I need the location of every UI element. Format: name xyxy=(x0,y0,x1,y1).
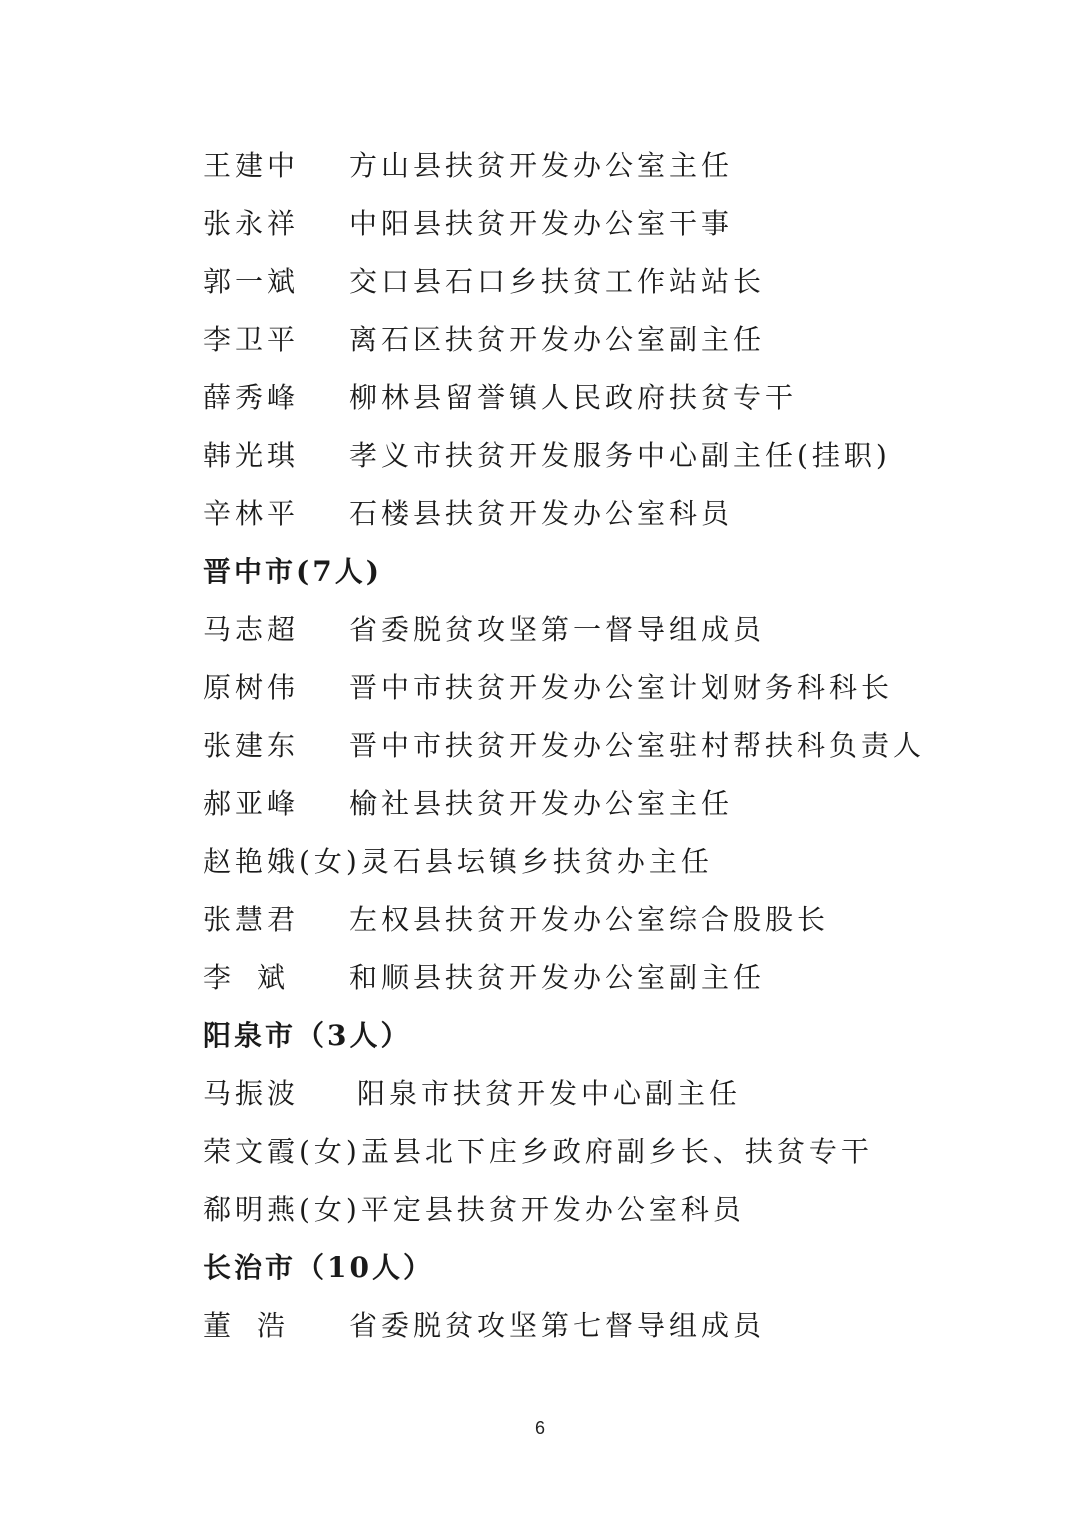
person-post: 左权县扶贫开发办公室综合股股长 xyxy=(349,903,830,936)
person-post: 方山县扶贫开发办公室主任 xyxy=(349,149,734,182)
person-post: 榆社县扶贫开发办公室主任 xyxy=(349,787,734,820)
person-post: 平定县扶贫开发办公室科员 xyxy=(360,1193,745,1226)
person-name: 郝亚峰 xyxy=(203,787,300,820)
person-row xyxy=(203,1123,943,1181)
person-row xyxy=(203,1297,943,1355)
person-name: 郗明燕(女) xyxy=(203,1193,361,1226)
person-row xyxy=(203,253,943,311)
person-name: 荣文霞(女) xyxy=(203,1135,361,1168)
person-row xyxy=(203,659,943,717)
page-number: 6 xyxy=(534,1418,545,1438)
person-name: 原树伟 xyxy=(203,671,300,704)
person-name: 薛秀峰 xyxy=(203,381,300,414)
person-post: 中阳县扶贫开发办公室干事 xyxy=(349,207,734,240)
person-post: 孝义市扶贫开发服务中心副主任(挂职) xyxy=(349,439,891,472)
person-name: 马志超 xyxy=(203,613,300,646)
person-name: 王建中 xyxy=(203,149,300,182)
person-row xyxy=(203,137,943,195)
person-name: 张慧君 xyxy=(203,903,300,936)
person-post: 省委脱贫攻坚第七督导组成员 xyxy=(349,1309,766,1342)
person-name: 郭一斌 xyxy=(203,265,300,298)
person-post: 灵石县坛镇乡扶贫办主任 xyxy=(360,845,713,878)
person-row xyxy=(203,949,943,1007)
person-post: 交口县石口乡扶贫工作站站长 xyxy=(349,265,766,298)
person-row xyxy=(203,195,943,253)
region-heading: 阳泉市（3人） xyxy=(203,1019,412,1052)
person-post: 晋中市扶贫开发办公室驻村帮扶科负责人 xyxy=(349,729,926,762)
person-name: 董浩 xyxy=(203,1309,312,1342)
person-row xyxy=(203,369,943,427)
person-row xyxy=(203,891,943,949)
person-row xyxy=(203,485,943,543)
person-name: 张永祥 xyxy=(203,207,300,240)
person-name: 马振波 xyxy=(203,1077,300,1110)
person-post: 和顺县扶贫开发办公室副主任 xyxy=(349,961,766,994)
person-name: 辛林平 xyxy=(203,497,300,530)
person-post: 省委脱贫攻坚第一督导组成员 xyxy=(349,613,766,646)
person-row xyxy=(203,601,943,659)
person-post: 石楼县扶贫开发办公室科员 xyxy=(349,497,734,530)
person-post: 盂县北下庄乡政府副乡长、扶贫专干 xyxy=(360,1135,873,1168)
person-post: 阳泉市扶贫开发中心副主任 xyxy=(357,1077,742,1110)
person-row xyxy=(203,717,943,775)
person-name: 李卫平 xyxy=(203,323,300,356)
person-post: 柳林县留誉镇人民政府扶贫专干 xyxy=(349,381,798,414)
person-post: 晋中市扶贫开发办公室计划财务科科长 xyxy=(349,671,894,704)
person-name: 李斌 xyxy=(203,961,312,994)
region-heading: 晋中市(7人) xyxy=(203,555,382,588)
person-row xyxy=(203,833,943,891)
person-name: 张建东 xyxy=(203,729,300,762)
person-row xyxy=(203,427,943,485)
person-name: 赵艳娥(女) xyxy=(203,845,361,878)
person-row xyxy=(203,311,943,369)
person-row xyxy=(203,1065,943,1123)
person-row xyxy=(203,775,943,833)
person-name: 韩光琪 xyxy=(203,439,300,472)
region-heading: 长治市（10人） xyxy=(203,1251,434,1284)
honoree-list xyxy=(203,137,943,1355)
person-row xyxy=(203,1181,943,1239)
person-post: 离石区扶贫开发办公室副主任 xyxy=(349,323,766,356)
